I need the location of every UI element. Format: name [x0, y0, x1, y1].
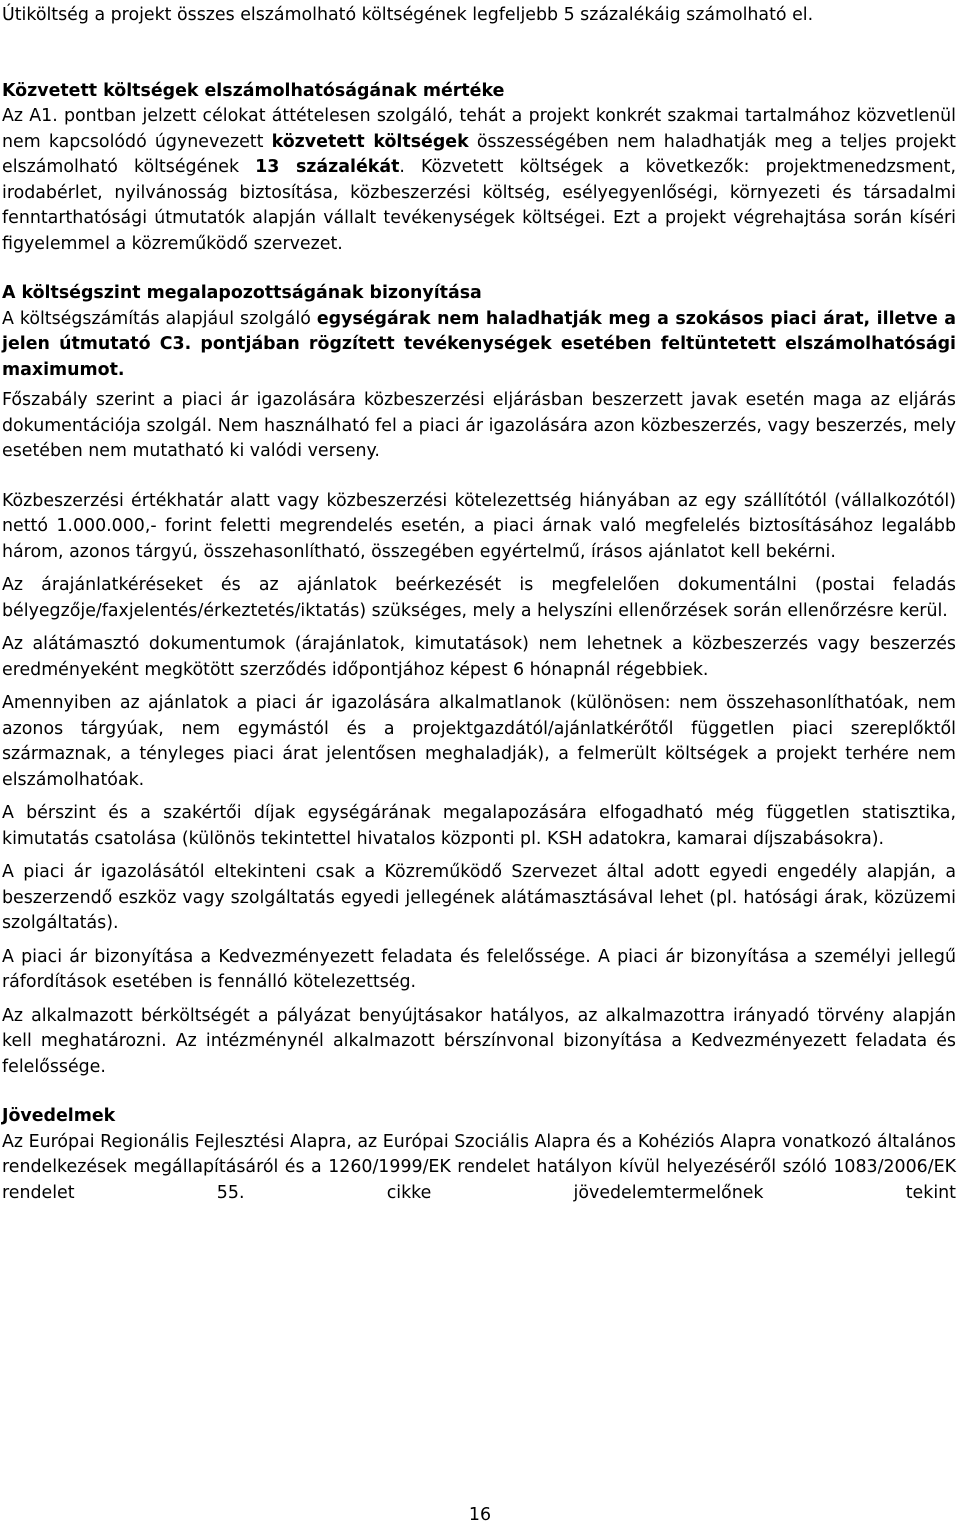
section-heading-indirect-costs: Közvetett költségek elszámolhatóságának mértéke — [2, 80, 505, 101]
unit-price-paragraph — [2, 307, 956, 384]
beneficiary-responsibility-paragraph: A piaci ár bizonyítása a Kedvezményezett feladata és felelőssége. A piaci ár bizonyítása a személyi jellegű ráfordítások esetében is fennálló kötelezettség. — [2, 946, 956, 992]
text-run: összességében nem haladhatják meg a teljes projekt elszámolható költségének — [2, 131, 956, 177]
page-number: 16 — [468, 1505, 492, 1525]
bold-run: közvetett költségek — [271, 131, 469, 152]
bold-run: egységárak nem haladhatják meg a szokásos piaci árat, illetve a jelen útmutató C3. pontjában rögzített tevékenységek esetében feltüntetett elszámolhatósági maximumot — [2, 308, 956, 380]
bold-run: 13 százalékát — [255, 157, 400, 177]
text-run: . Közvetett költségek a következők: projektmenedzsment, irodabérlet, nyilvánosság biztosítása, közbeszerzési költség, esélyegyenlőségi, környezeti és társadalmi fenntarthatósági útmutatók alapján vállalt tevékenységek költségei. Ezt a projekt végrehajtása során kíséri figyelemmel a közreműködő szervezet. — [2, 157, 956, 254]
unsuitable-offers-paragraph: Amennyiben az ajánlatok a piaci ár igazolására alkalmatlanok (különösen: nem összehasonlíthatóak, nem azonos tárgyúak, nem egymástól és a projektgazdától/ajánlatkérőtől független piaci szereplőktől származnak, a tényleges piaci árat jelentősen meghaladják), a felmerült költségek a projekt terhére nem elszámolhatóak. — [2, 693, 956, 790]
page-content — [2, 3, 956, 1206]
section-heading-cost-level: A költségszint megalapozottságának bizonyítása — [2, 283, 482, 303]
documentation-paragraph: Az árajánlatkéréseket és az ajánlatok beérkezését is megfelelően dokumentálni (postai feladás bélyegzője/faxjelentés/érkeztetés/iktatás) szükséges, mely a helyszíni ellenőrzések során ellenőrzésre kerül. — [2, 575, 956, 621]
exemption-paragraph: A piaci ár igazolásától eltekinteni csak a Közreműködő Szervezet által adott egyedi engedély alapján, a beszerzendő eszköz vagy szolgáltatás egyedi jellegének alátámasztásával lehet (pl. hatósági árak, közüzemi szolgáltatás). — [2, 862, 956, 933]
indirect-costs-paragraph — [2, 104, 956, 257]
travel-cost-paragraph: Útiköltség a projekt összes elszámolható költségének legfeljebb 5 százalékáig számolható el. — [2, 5, 814, 25]
supporting-documents-paragraph: Az alátámasztó dokumentumok (árajánlatok, kimutatások) nem lehetnek a közbeszerzés vagy beszerzés eredményeként megkötött szerződés időpontjához képest 6 hónapnál régebbiek. — [2, 634, 956, 680]
bold-run: . — [117, 359, 125, 380]
income-paragraph: Az Európai Regionális Fejlesztési Alapra, az Európai Szociális Alapra és a Kohéziós Alapra vonatkozó általános rendelkezések megállapításáról és a 1260/1999/EK rendelet hatályon kívül helyezéséről szóló 1083/2006/EK rendelet 55. cikke jövedelemtermelőnek tekint — [2, 1131, 956, 1203]
text-run: A költségszámítás alapjául szolgáló — [2, 308, 317, 329]
text-run: Az A1. pontban jelzett célokat áttételesen szolgáló, tehát a projekt konkrét szakmai tartalmához közvetlenül nem kapcsolódó úgynevezett — [2, 106, 956, 152]
threshold-paragraph: Közbeszerzési értékhatár alatt vagy közbeszerzési kötelezettség hiányában az egy szállítótól (vállalkozótól) nettó 1.000.000,- forint feletti megrendelés esetén, a piaci árnak való megfelelés biztosításához legalább három, azonos tárgyú, összehasonlítható, összegében egyértelmű, írásos ajánlatot kell bekérni. — [2, 490, 956, 562]
procurement-paragraph: Főszabály szerint a piaci ár igazolására közbeszerzési eljárásban beszerzett javak esetén maga az eljárás dokumentációja szolgál. Nem használható fel a piaci ár igazolására azon közbeszerzés, vagy beszerzés, mely esetében nem mutatható ki valódi verseny. — [2, 390, 956, 461]
wage-level-paragraph: A bérszint és a szakértői díjak egységárának megalapozására elfogadható még független statisztika, kimutatás csatolása (különös tekintettel hivatalos központi pl. KSH adatokra, kamarai díjszabásokra). — [2, 803, 956, 849]
salary-cost-paragraph: Az alkalmazott bérköltségét a pályázat benyújtásakor hatályos, az alkalmazottra irányadó törvény alapján kell meghatározni. Az intézménynél alkalmazott bérszínvonal bizonyítása a Kedvezményezett feladata és felelőssége. — [2, 1005, 956, 1077]
section-heading-income: Jövedelmek — [2, 1106, 116, 1126]
